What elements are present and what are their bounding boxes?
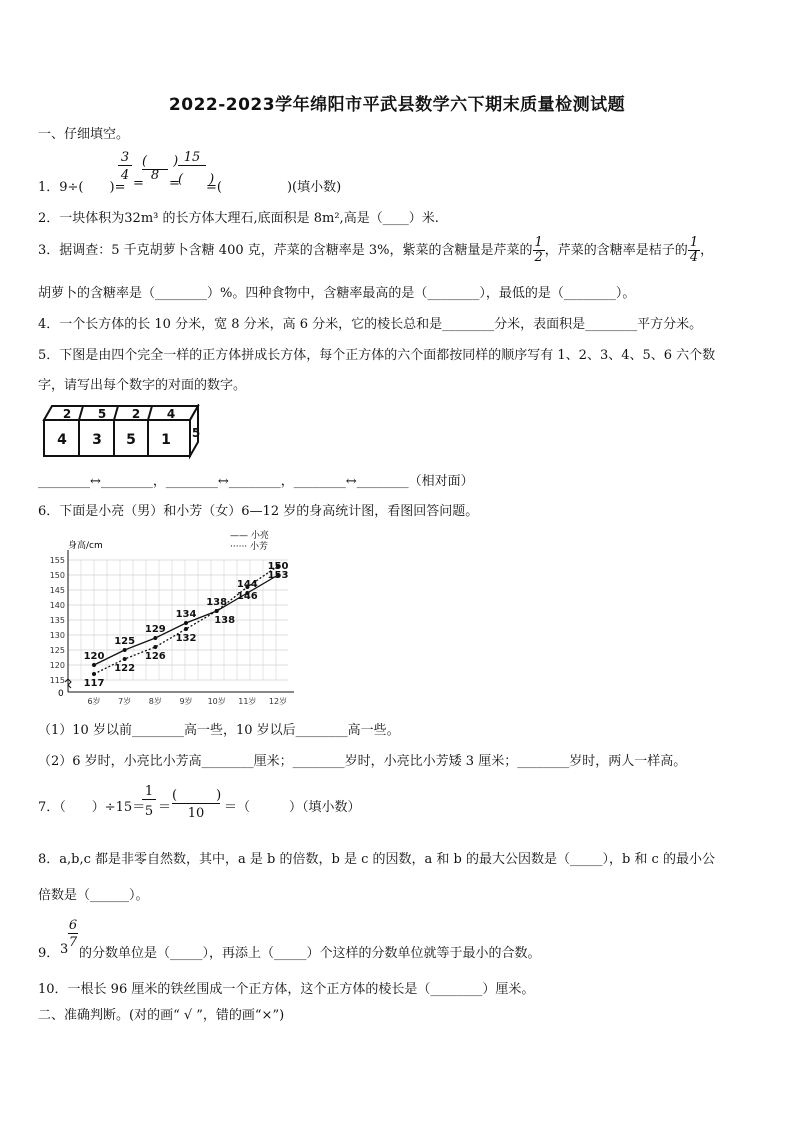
data-label: 129 [144,624,166,635]
q9-frac-den: 7 [68,935,78,950]
question-6-sub-1: （1）10 岁以前________高一些，10 岁以后________高一些。 [38,723,400,738]
question-6-sub-2: （2）6 岁时，小亮比小芳高________厘米；________岁时，小亮比小芳矮 3 厘米；________岁时，两人一样高。 [38,754,687,769]
question-3-line-2: 胡萝卜的含糖率是（________）%。四种食物中，含糖率最高的是（________），最低的是（________）。 [38,286,636,301]
question-2: 2．一块体积为32m³ 的长方体大理石,底面积是 8m²,高是（____）米. [38,211,439,226]
cube-top-3: 2 [131,407,141,421]
x-tick-label: 11岁 [238,697,257,706]
q1-frac1-den: 4 [120,168,130,183]
data-label: 144 [236,579,258,590]
x-tick-label: 6岁 [87,697,101,706]
chart-x-ticks [87,696,287,706]
q9-frac-num: 6 [68,918,78,933]
legend-xiaoliang: —— 小亮 [230,531,269,541]
q7-eq: ＝ [158,800,172,815]
question-8-line-2: 倍数是（______）。 [38,888,149,903]
y-tick-label: 120 [49,661,65,670]
x-tick-label: 8岁 [148,697,162,706]
data-label: 138 [214,615,236,626]
data-point [184,627,188,631]
question-4: 4．一个长方体的长 10 分米，宽 8 分米，高 6 分米，它的棱长总和是________分米，表面积是________平方分米。 [38,317,703,332]
height-chart [40,528,300,708]
data-label: 153 [267,570,289,581]
question-5-line-2: 字，请写出每个数字的对面的数字。 [38,378,247,393]
q7-suffix: ＝（ ）（填小数） [224,800,361,815]
q3-text-b: ，芹菜的含糖率是桔子的 [544,243,688,258]
data-point [184,621,188,625]
q1-frac1-num: 3 [118,150,132,166]
data-label: 150 [267,561,289,572]
x-tick-label: 10岁 [207,697,226,706]
data-label: 134 [175,609,197,620]
q1-frac3-num: 15 [178,150,206,166]
q7-frac1-num: 1 [142,784,156,800]
section-1-heading: 一、仔细填空。 [38,127,130,142]
page-title: 2022-2023学年绵阳市平武县数学六下期末质量检测试题 [168,95,626,115]
question-8-line-1: 8．a,b,c 都是非零自然数，其中，a 是 b 的倍数，b 是 c 的因数，a 和 b 的最大公因数是（_____），b 和 c 的最小公 [38,852,715,867]
data-point [215,609,219,613]
chart-data-labels [84,561,289,689]
y-tick-label: 135 [49,616,65,625]
data-point [153,645,157,649]
legend-xiaofang: ······ 小芳 [230,542,269,552]
q3-fraction-2 [688,236,700,265]
data-label: 120 [83,651,105,662]
cube-front-4: 1 [161,432,171,448]
question-10: 10．一根长 96 厘米的铁丝围成一个正方体，这个正方体的棱长是（________）厘米。 [38,982,535,997]
q1-frac3-den: ( ) [178,172,215,187]
y-tick-label: 155 [49,556,65,565]
q7-prefix: 7．（ ）÷15＝ [38,800,146,815]
data-label: 117 [83,678,105,689]
q7-frac2-num: ( ) [172,784,220,804]
data-label: 146 [236,591,258,602]
cube-front-3: 5 [126,432,136,448]
question-3-line-1 [38,236,713,265]
chart-axes [65,550,294,692]
q1-frac2-den: 8 [150,168,160,183]
cube-front-1: 4 [57,432,67,448]
cube-top-4: 4 [166,407,176,421]
question-6: 6．下面是小亮（男）和小芳（女）6—12 岁的身高统计图，看图回答问题。 [38,504,479,519]
q7-frac2-den: 10 [187,806,205,821]
q1-suffix: =( )(填小数) [206,180,342,195]
y-tick-label: 130 [49,631,65,640]
question-5-line-1: 5．下图是由四个完全一样的正方体拼成长方体，每个正方体的六个面都按同样的顺序写有 1、2、3、4、5、6 六个数 [38,348,716,363]
y-tick-label: 145 [49,586,65,595]
q1-frac2-num: ( ) [142,150,168,170]
q7-frac1-den: 5 [144,804,154,819]
q3-frac1-den: 2 [534,250,543,265]
q9-whole: 3 [60,942,69,957]
y-tick-label: 140 [49,601,65,610]
cube-front-2: 3 [92,432,102,448]
cube-side: 5 [191,426,201,440]
q1-eq1: = [133,176,144,191]
data-point [153,636,157,640]
q3-frac2-den: 4 [689,250,699,265]
data-label: 122 [114,663,136,674]
data-point [123,657,127,661]
cube-top-1: 2 [62,407,72,421]
q3-text-c: ， [700,243,714,258]
q1-eq2: = [169,176,180,191]
chart-legend [230,529,269,552]
x-tick-label: 9岁 [179,697,193,706]
q9-text: 的分数单位是（_____），再添上（_____）个这样的分数单位就等于最小的合数。 [79,946,541,961]
data-label: 138 [206,597,228,608]
x-tick-label: 7岁 [118,697,132,706]
cube-figure [40,404,210,460]
chart-y-ticks [50,556,65,685]
section-2-heading: 二、准确判断。(对的画“ √ ”，错的画“×”) [38,1008,285,1023]
data-point [92,672,96,676]
y-tick-label: 115 [49,676,65,685]
q9-prefix: 9． [38,946,60,961]
q1-prefix: 1．9÷( )= [38,180,126,195]
q3-frac2-num: 1 [689,235,699,250]
q3-fraction-1 [533,236,545,265]
q3-frac1-num: 1 [534,235,543,250]
y-tick-label: 125 [49,646,65,655]
data-label: 126 [144,651,166,662]
x-tick-label: 12岁 [268,697,288,706]
data-label: 125 [114,636,136,647]
chart-axis-zero: 0 [58,689,64,699]
question-5-answer: ________↔________，________↔________，________↔________（相对面） [38,474,474,489]
chart-y-axis-label: 身高/cm [68,541,103,551]
cube-top-2: 5 [97,407,107,421]
data-point [123,648,127,652]
q3-text-a: 3．据调查：5 千克胡萝卜含糖 400 克，芹菜的含糖率是 3%，紫菜的含糖量是芹菜的 [38,243,533,258]
data-label: 132 [175,633,197,644]
data-point [92,663,96,667]
y-tick-label: 150 [49,571,65,580]
